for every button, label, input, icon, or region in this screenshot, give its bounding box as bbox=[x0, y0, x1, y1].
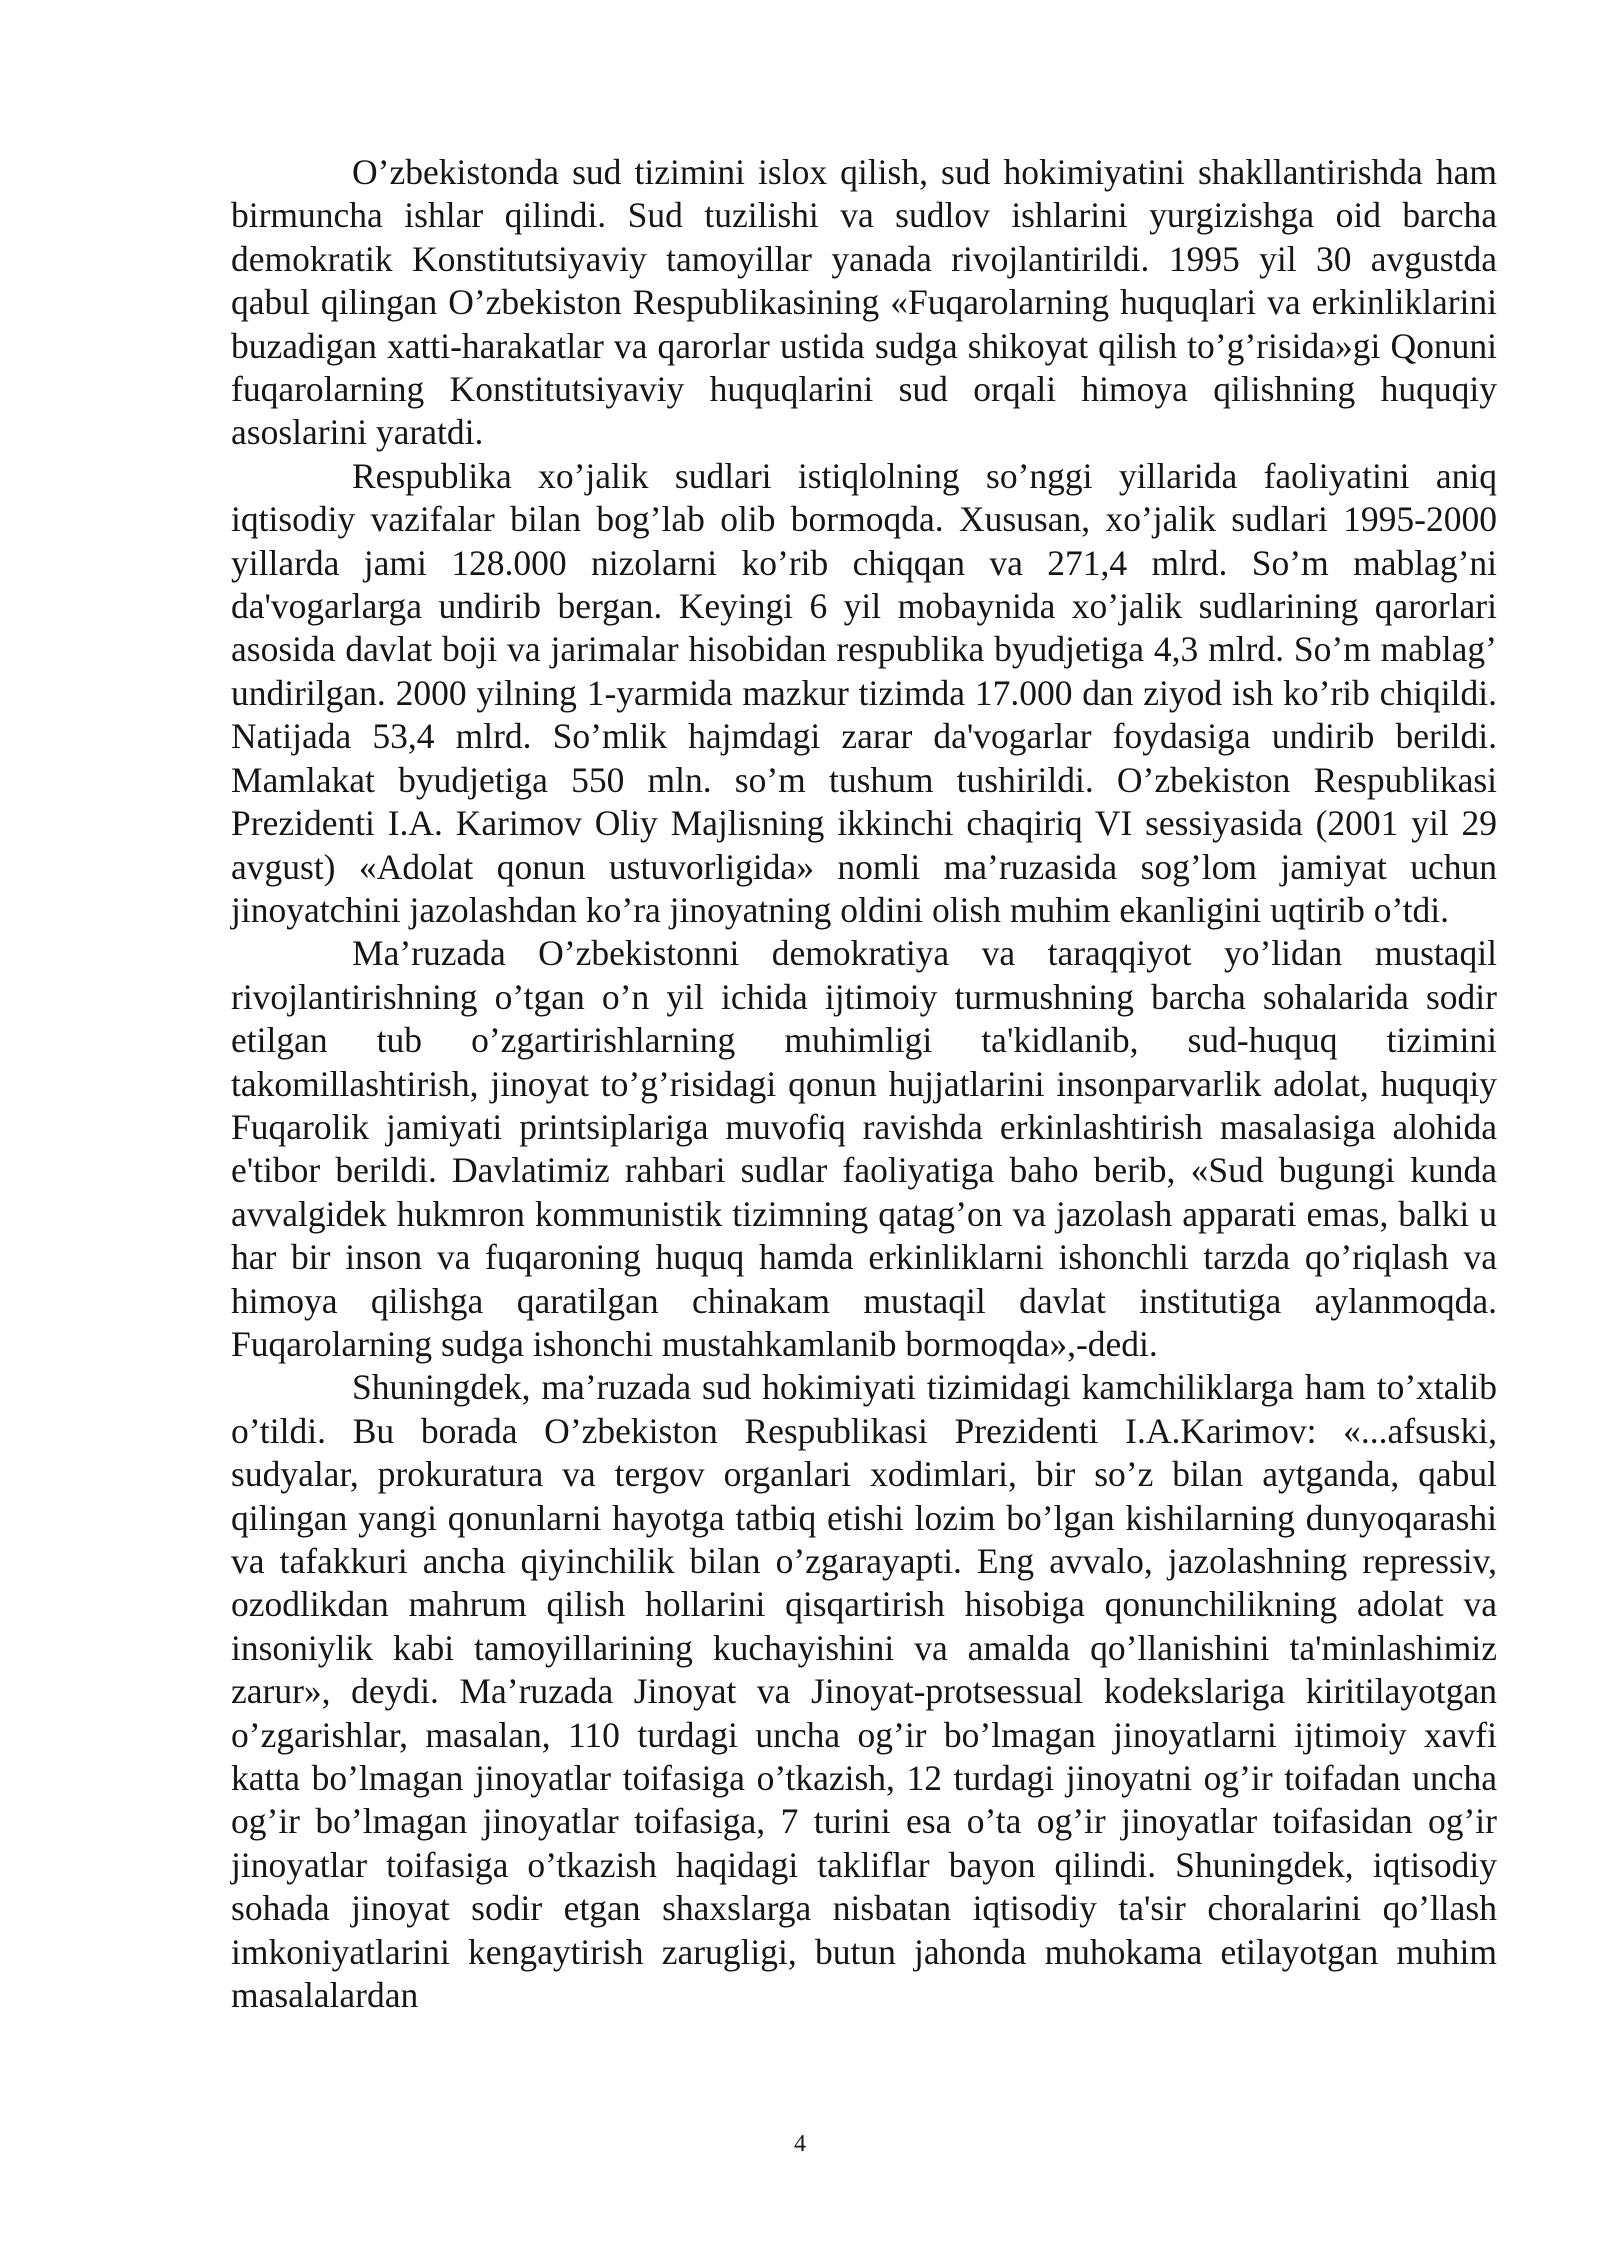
page-number: 4 bbox=[794, 2131, 806, 2157]
paragraph-2: Respublika xo’jalik sudlari istiqlolning so’nggi yillarida faoliyatini aniq iqtisodiy vazifalar bilan bog’lab olib bormoqda. Xususan, xo’jalik sudlari 1995-2000 yillarda jami 128.000 nizolarni ko’rib chiqqan va 271,4 mlrd. So’m mablag’ni da'vogarlarga undirib bergan. Keyingi 6 yil mobaynida xo’jalik sudlarining qarorlari asosida davlat boji va jarimalar hisobidan respublika byudjetiga 4,3 mlrd. So’m mablag’ undirilgan. 2000 yilning 1-yarmida mazkur tizimda 17.000 dan ziyod ish ko’rib chiqildi. Natijada 53,4 mlrd. So’mlik hajmdagi zarar da'vogarlar foydasiga undirib berildi. Mamlakat byudjetiga 550 mln. so’m tushum tushirildi. O’zbekiston Respublikasi Prezidenti I.A. Karimov Oliy Majlisning ikkinchi chaqiriq VI sessiyasida (2001 yil 29 avgust) «Adolat qonun ustuvorligida» nomli ma’ruzasida sog’lom jamiyat uchun jinoyatchini jazolashdan ko’ra jinoyatning oldini olish muhim ekanligini uqtirib o’tdi. bbox=[231, 455, 1497, 930]
body-text bbox=[231, 151, 1497, 2017]
paragraph-3: Ma’ruzada O’zbekistonni demokratiya va taraqqiyot yo’lidan mustaqil rivojlantirishning o’tgan o’n yil ichida ijtimoiy turmushning barcha sohalarida sodir etilgan tub o’zgartirishlarning muhimligi ta'kidlanib, sud-huquq tizimini takomillashtirish, jinoyat to’g’risidagi qonun hujjatlarini insonparvarlik adolat, huquqiy Fuqarolik jamiyati printsiplariga muvofiq ravishda erkinlashtirish masalasiga alohida e'tibor berildi. Davlatimiz rahbari sudlar faoliyatiga baho berib, «Sud bugungi kunda avvalgidek hukmron kommunistik tizimning qatag’on va jazolash apparati emas, balki u har bir inson va fuqaroning huquq hamda erkinliklarni ishonchli tarzda qo’riqlash va himoya qilishga qaratilgan chinakam mustaqil davlat institutiga aylanmoqda. Fuqarolarning sudga ishonchi mustahkamlanib bormoqda»,-dedi. bbox=[231, 933, 1497, 1364]
paragraph-1: O’zbekistonda sud tizimini islox qilish, sud hokimiyatini shakllantirishda ham birmuncha ishlar qilindi. Sud tuzilishi va sudlov ishlarini yurgizishga oid barcha demokratik Konstitutsiyaviy tamoyillar yanada rivojlantirildi. 1995 yil 30 avgustda qabul qilingan O’zbekiston Respublikasining «Fuqarolarning huquqlari va erkinliklarini buzadigan xatti-harakatlar va qarorlar ustida sudga shikoyat qilish to’g’risida»gi Qonuni fuqarolarning Konstitutsiyaviy huquqlarini sud orqali himoya qilishning huquqiy asoslarini yaratdi. bbox=[231, 152, 1497, 453]
paragraph-4: Shuningdek, ma’ruzada sud hokimiyati tizimidagi kamchiliklarga ham to’xtalib o’tildi. Bu borada O’zbekiston Respublikasi Prezidenti I.A.Karimov: «...afsuski, sudyalar, prokuratura va tergov organlari xodimlari, bir so’z bilan aytganda, qabul qilingan yangi qonunlarni hayotga tatbiq etishi lozim bo’lgan kishilarning dunyoqarashi va tafakkuri ancha qiyinchilik bilan o’zgarayapti. Eng avvalo, jazolashning repressiv, ozodlikdan mahrum qilish hollarini qisqartirish hisobiga qonunchilikning adolat va insoniylik kabi tamoyillarining kuchayishini va amalda qo’llanishini ta'minlashimiz zarur», deydi. Ma’ruzada Jinoyat va Jinoyat-protsessual kodekslariga kiritilayotgan o’zgarishlar, masalan, 110 turdagi uncha og’ir bo’lmagan jinoyatlarni ijtimoiy xavfi katta bo’lmagan jinoyatlar toifasiga o’tkazish, 12 turdagi jinoyatni og’ir toifadan uncha og’ir bo’lmagan jinoyatlar toifasiga, 7 turini esa o’ta og’ir jinoyatlar toifasidan og’ir jinoyatlar toifasiga o’tkazish haqidagi takliflar bayon qilindi. Shuningdek, iqtisodiy sohada jinoyat sodir etgan shaxslarga nisbatan iqtisodiy ta'sir choralarini qo’llash imkoniyatlarini kengaytirish zarugligi, butun jahonda muhokama etilayotgan muhim masalalardan bbox=[231, 1367, 1497, 2016]
